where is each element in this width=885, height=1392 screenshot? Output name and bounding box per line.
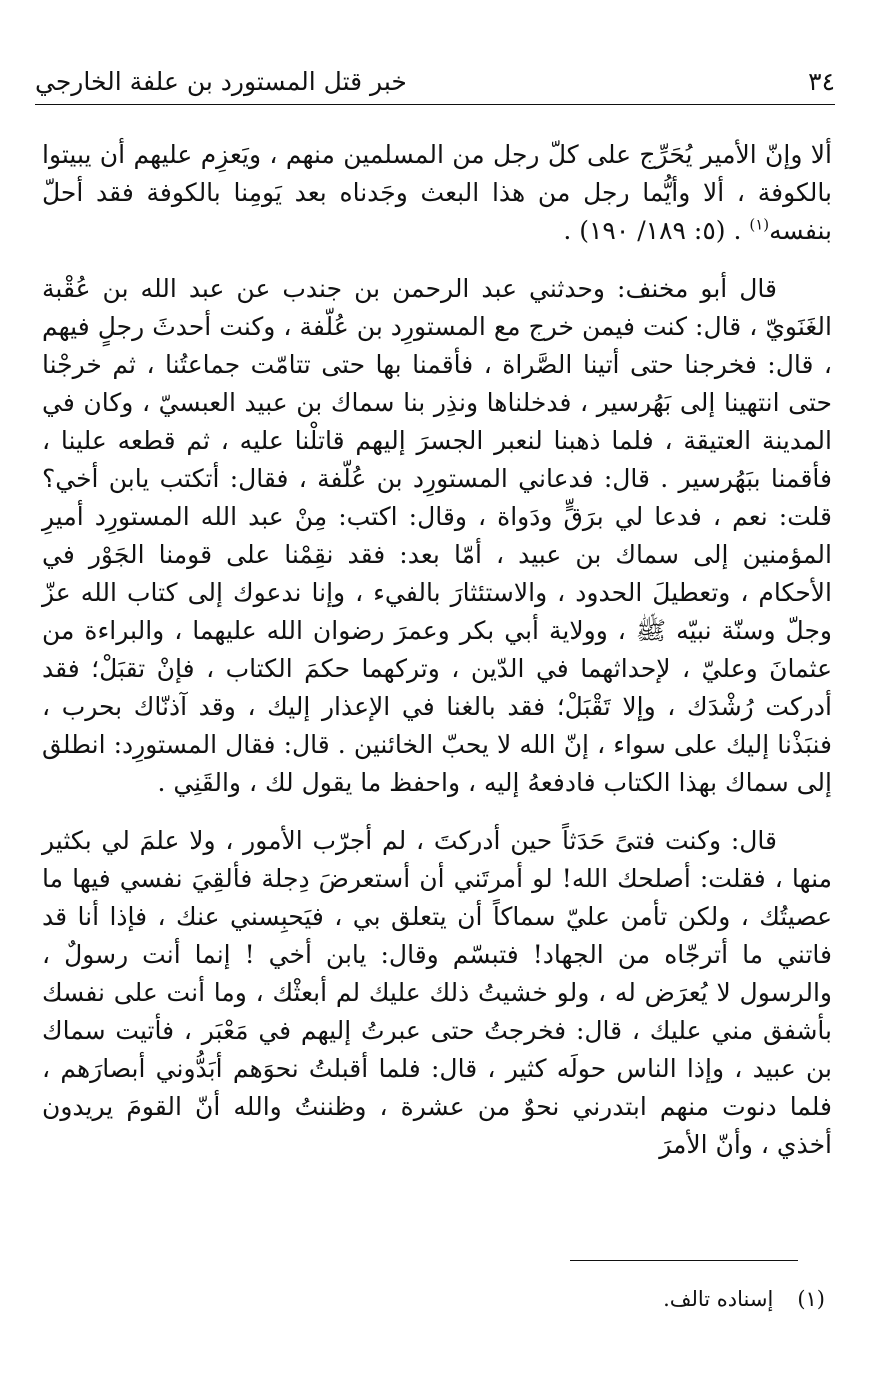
paragraph-1: [42, 136, 832, 250]
header-rule: [35, 104, 835, 105]
running-title: خبر قتل المستورد بن علفة الخارجي: [35, 67, 407, 96]
body-text: [42, 136, 832, 1164]
footnote-rule: [570, 1260, 798, 1261]
page-number: ٣٤: [808, 67, 835, 96]
paragraph-3: قال: وكنت فتىً حَدَثاً حين أدركتَ ، لم أجرّب الأمور ، ولا علمَ لي بكثير منها ، فقلت: أصلحك الله! لو أمرتَني أن أستعرضَ دِجلة فألقِيَ نفسي فيها ما عصيتُك ، ولكن تأمن عليّ سماكاً أن يتعلق بي ، فيَحبِسني عنك ، فإذا أنا قد فاتني ما أترجّاه من الجهاد! فتبسّم وقال: يابن أخي ! إنما أنت رسولٌ ، والرسول لا يُعرَض له ، ولو خشيتُ ذلك عليك لم أبعثْك ، وما أنت على نفسك بأشفق مني عليك ، قال: فخرجتُ حتى عبرتُ إليهم في مَعْبَر ، فأتيت سماك بن عبيد ، وإذا الناس حولَه كثير ، قال: فلما أقبلتُ نحوَهم أبَدُّوني أبصارَهم ، فلما دنوت منهم ابتدرني نحوٌ من عشرة ، وظننتُ والله أنّ القومَ يريدون أخذي ، وأنّ الأمرَ: [42, 826, 832, 1159]
footnote: [663, 1284, 825, 1314]
footnote-number: (١): [797, 1287, 825, 1311]
paragraph-1-citation: . (٥: ١٨٩/ ١٩٠) .: [563, 216, 750, 245]
footnote-reference: (١): [749, 215, 770, 234]
paragraph-1-text: ألا وإنّ الأمير يُحَرِّج على كلّ رجل من المسلمين منهم ، ويَعزِم عليهم أن يبيتوا بالكوفة ، ألا وأيُّما رجل من هذا البعث وجَدناه بعد يَومِنا بالكوفة فقد أحلّ بنفسه: [42, 140, 832, 245]
footnote-text: إسناده تالف.: [663, 1287, 774, 1311]
page-header: [35, 62, 835, 102]
paragraph-2: قال أبو مخنف: وحدثني عبد الرحمن بن جندب عن عبد الله بن عُقْبة الغَنَويّ ، قال: كنت فيمن خرج مع المستورِد بن عُلّفة ، وكنت أحدثَ رجلٍ فيهم ، قال: فخرجنا حتى أتينا الصَّراة ، فأقمنا بها حتى تتامّت جماعتُنا ، ثم خرجْنا حتى انتهينا إلى بَهُرسير ، فدخلناها ونذِر بنا سماك بن عبيد العبسيّ ، وكان في المدينة العتيقة ، فلما ذهبنا لنعبر الجسرَ إليهم قاتلْنا عليه ، ثم قطعه علينا ، فأقمنا ببَهُرسير . قال: فدعاني المستورِد بن عُلّفة ، فقال: أتكتب يابن أخي؟ قلت: نعم ، فدعا لي برَقٍّ ودَواة ، وقال: اكتب: مِنْ عبد الله المستورِد أميرِ المؤمنين إلى سماك بن عبيد ، أمّا بعد: فقد نقِمْنا على قومنا الجَوْر في الأحكام ، وتعطيلَ الحدود ، والاستئثارَ بالفيء ، وإنا ندعوك إلى كتاب الله عزّ وجلّ وسنّة نبيّه ﷺ ، وولاية أبي بكر وعمرَ رضوان الله عليهما ، والبراءة من عثمانَ وعليّ ، لإحداثهما في الدّين ، وتركهما حكمَ الكتاب ، فإنْ تقبَلْ؛ فقد أدركت رُشْدَك ، وإلا تَقْبَلْ؛ فقد بالغنا في الإعذار إليك ، وقد آذنّاك بحرب ، فنبَذْنا إليك على سواء ، إنّ الله لا يحبّ الخائنين . قال: فقال المستورِد: انطلق إلى سماك بهذا الكتاب فادفعهُ إليه ، واحفظ ما يقول لك ، والقَنِي .: [42, 274, 832, 797]
